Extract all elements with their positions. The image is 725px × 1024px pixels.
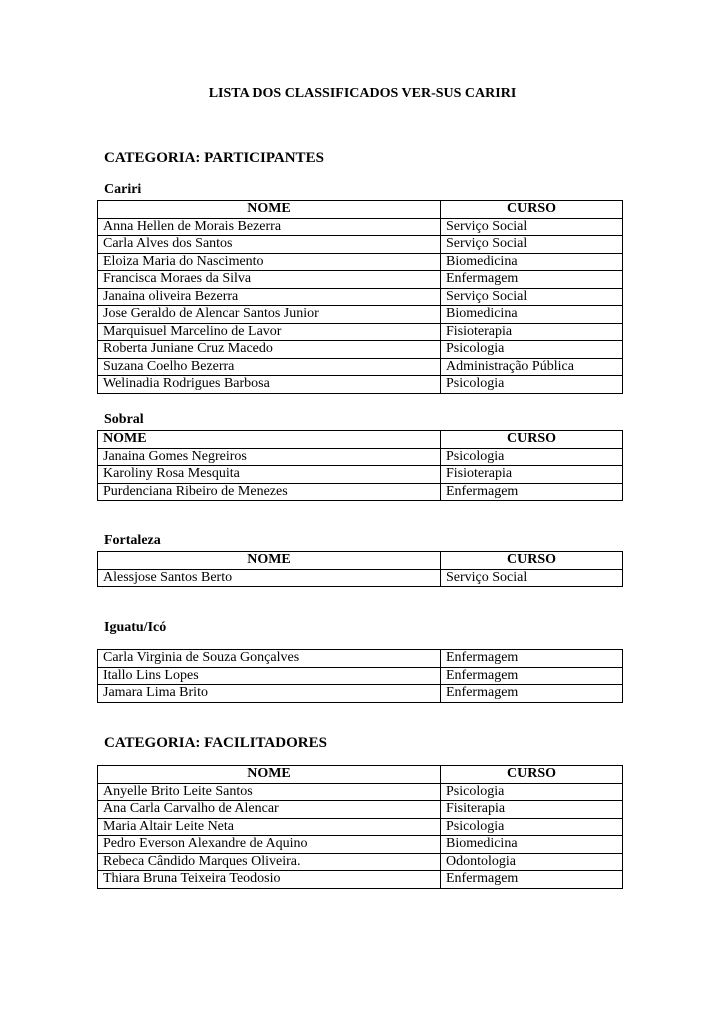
cell-course: Psicologia	[441, 376, 623, 394]
cell-name: Karoliny Rosa Mesquita	[98, 466, 441, 484]
table-row	[98, 685, 623, 703]
page-title: LISTA DOS CLASSIFICADOS VER-SUS CARIRI	[208, 86, 517, 101]
table-row	[98, 871, 623, 889]
table-sobral	[97, 430, 623, 501]
section-heading-cariri: Cariri	[104, 182, 142, 197]
table-header-row	[98, 431, 623, 449]
table-row	[98, 650, 623, 668]
cell-course: Biomedicina	[441, 306, 623, 324]
table-row	[98, 818, 623, 836]
section-heading-fortaleza: Fortaleza	[104, 533, 161, 548]
table-row	[98, 853, 623, 871]
cell-name: Roberta Juniane Cruz Macedo	[98, 341, 441, 359]
table-cariri	[97, 200, 623, 394]
cell-course: Serviço Social	[441, 236, 623, 254]
cell-course: Enfermagem	[441, 685, 623, 703]
table-row	[98, 376, 623, 394]
cell-name: Anyelle Brito Leite Santos	[98, 783, 441, 801]
category-heading-participants: CATEGORIA: PARTICIPANTES	[104, 150, 324, 166]
category-heading-facilitators: CATEGORIA: FACILITADORES	[104, 735, 327, 751]
table-row	[98, 236, 623, 254]
cell-name: Itallo Lins Lopes	[98, 667, 441, 685]
cell-name: Carla Virginia de Souza Gonçalves	[98, 650, 441, 668]
cell-name: Maria Altair Leite Neta	[98, 818, 441, 836]
cell-course: Administração Pública	[441, 358, 623, 376]
cell-name: Purdenciana Ribeiro de Menezes	[98, 483, 441, 501]
table-row	[98, 569, 623, 587]
table-row	[98, 288, 623, 306]
cell-name: Janaina oliveira Bezerra	[98, 288, 441, 306]
column-header-name: NOME	[98, 431, 441, 449]
table-row	[98, 466, 623, 484]
cell-course: Enfermagem	[441, 871, 623, 889]
table-row	[98, 783, 623, 801]
table-header-row	[98, 766, 623, 784]
cell-course: Enfermagem	[441, 483, 623, 501]
cell-course: Enfermagem	[441, 667, 623, 685]
column-header-course: CURSO	[441, 552, 623, 570]
table-row	[98, 448, 623, 466]
table-header-row	[98, 552, 623, 570]
table-row	[98, 341, 623, 359]
cell-name: Jamara Lima Brito	[98, 685, 441, 703]
cell-name: Alessjose Santos Berto	[98, 569, 441, 587]
table-iguatu-ico	[97, 649, 623, 703]
table-row	[98, 218, 623, 236]
column-header-course: CURSO	[441, 766, 623, 784]
table-row	[98, 836, 623, 854]
column-header-course: CURSO	[441, 201, 623, 219]
section-heading-iguatu-ico: Iguatu/Icó	[104, 620, 167, 635]
cell-course: Fisioterapia	[441, 466, 623, 484]
cell-name: Carla Alves dos Santos	[98, 236, 441, 254]
cell-course: Biomedicina	[441, 253, 623, 271]
cell-course: Enfermagem	[441, 650, 623, 668]
table-fortaleza	[97, 551, 623, 587]
cell-course: Enfermagem	[441, 271, 623, 289]
column-header-name: NOME	[98, 552, 441, 570]
table-row	[98, 358, 623, 376]
table-facilitators	[97, 765, 623, 889]
section-heading-sobral: Sobral	[104, 412, 144, 427]
table-row	[98, 306, 623, 324]
cell-course: Fisioterapia	[441, 323, 623, 341]
table-row	[98, 667, 623, 685]
cell-course: Odontologia	[441, 853, 623, 871]
cell-name: Janaina Gomes Negreiros	[98, 448, 441, 466]
table-row	[98, 271, 623, 289]
cell-course: Serviço Social	[441, 288, 623, 306]
cell-name: Rebeca Cândido Marques Oliveira.	[98, 853, 441, 871]
cell-name: Eloiza Maria do Nascimento	[98, 253, 441, 271]
cell-name: Anna Hellen de Morais Bezerra	[98, 218, 441, 236]
column-header-name: NOME	[98, 201, 441, 219]
cell-name: Thiara Bruna Teixeira Teodosio	[98, 871, 441, 889]
cell-course: Biomedicina	[441, 836, 623, 854]
column-header-course: CURSO	[441, 431, 623, 449]
cell-course: Psicologia	[441, 818, 623, 836]
column-header-name: NOME	[98, 766, 441, 784]
table-row	[98, 323, 623, 341]
cell-course: Psicologia	[441, 783, 623, 801]
cell-name: Francisca Moraes da Silva	[98, 271, 441, 289]
table-row	[98, 253, 623, 271]
cell-course: Serviço Social	[441, 218, 623, 236]
cell-name: Pedro Everson Alexandre de Aquino	[98, 836, 441, 854]
cell-course: Psicologia	[441, 341, 623, 359]
cell-course: Serviço Social	[441, 569, 623, 587]
cell-course: Psicologia	[441, 448, 623, 466]
cell-course: Fisiterapia	[441, 801, 623, 819]
table-header-row	[98, 201, 623, 219]
table-row	[98, 483, 623, 501]
cell-name: Ana Carla Carvalho de Alencar	[98, 801, 441, 819]
table-row	[98, 801, 623, 819]
cell-name: Welinadia Rodrigues Barbosa	[98, 376, 441, 394]
cell-name: Marquisuel Marcelino de Lavor	[98, 323, 441, 341]
cell-name: Jose Geraldo de Alencar Santos Junior	[98, 306, 441, 324]
cell-name: Suzana Coelho Bezerra	[98, 358, 441, 376]
